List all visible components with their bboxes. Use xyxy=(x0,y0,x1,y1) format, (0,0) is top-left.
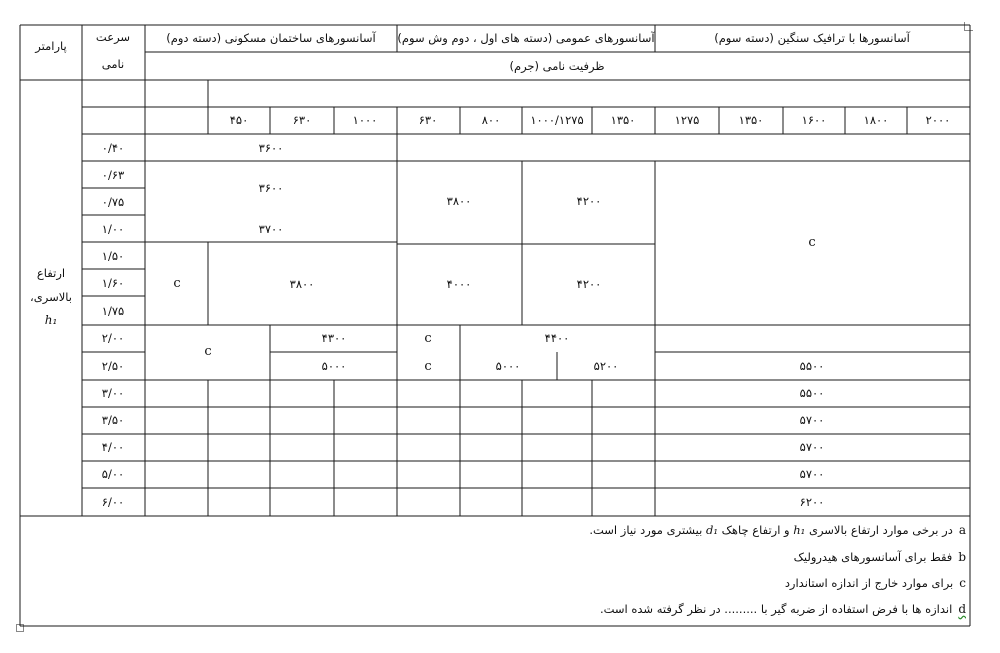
footnote-symbol: d₁ xyxy=(706,523,718,537)
table-cell: ۵۰۰۰ xyxy=(495,359,521,373)
table-cell: ۴۲۰۰ xyxy=(576,194,602,208)
footnote-b xyxy=(794,550,966,564)
table-cell: ۶۲۰۰ xyxy=(799,495,825,509)
header-group-residential: آسانسورهای ساختمان مسکونی (دسته دوم) xyxy=(166,31,376,45)
row-label-symbol: h₁ xyxy=(44,313,58,327)
table-cell: ۴۴۰۰ xyxy=(544,331,570,345)
table-cell: ۴۳۰۰ xyxy=(321,331,347,345)
row-label-line2: بالاسری، xyxy=(30,290,72,304)
header-group-heavy: آسانسورها با ترافیک سنگین (دسته سوم) xyxy=(714,31,910,45)
speed-cell: ۳/۰۰ xyxy=(101,386,125,400)
speed-cell: ۲/۰۰ xyxy=(101,331,125,345)
speed-cell: ۲/۵۰ xyxy=(101,359,125,373)
capacity-cell: ۱۳۵۰ xyxy=(610,113,636,127)
speed-cell: ۳/۵۰ xyxy=(101,413,125,427)
table-cell: ۵۰۰۰ xyxy=(321,359,347,373)
speed-cell: ۱/۵۰ xyxy=(101,249,125,263)
capacity-cell: ۶۳۰ xyxy=(292,113,312,127)
footnote-key: a xyxy=(958,523,966,537)
footnote-text: و ارتفاع چاهک xyxy=(721,523,794,537)
table-cell: ۵۷۰۰ xyxy=(799,467,825,481)
header-speed-line1: سرعت xyxy=(95,30,131,44)
table-cell: ۳۶۰۰ xyxy=(258,141,284,155)
speed-cell: ۰/۷۵ xyxy=(101,195,125,209)
speed-cell: ۴/۰۰ xyxy=(101,440,125,454)
capacity-cell: ۲۰۰۰ xyxy=(925,113,951,127)
capacity-cell: ۸۰۰ xyxy=(481,113,501,127)
capacity-cell: ۶۳۰ xyxy=(418,113,438,127)
row-label-line1: ارتفاع xyxy=(36,266,66,280)
table-cell: c xyxy=(173,276,181,291)
footnote-d xyxy=(600,602,966,616)
header-parameter: پارامتر xyxy=(35,39,67,53)
table-cell: ۳۶۰۰ xyxy=(258,181,284,195)
capacity-cell: ۱۰۰۰ xyxy=(352,113,378,127)
footnote-key: d xyxy=(958,602,966,616)
footnote-c xyxy=(785,576,966,590)
speed-cell: ۱/۰۰ xyxy=(101,222,125,236)
speed-cell: ۱/۷۵ xyxy=(101,304,125,318)
speed-cell: ۵/۰۰ xyxy=(101,467,125,481)
footnote-text: بیشتری مورد نیاز است. xyxy=(589,523,706,537)
speed-cell: ۶/۰۰ xyxy=(101,495,125,509)
footnote-text: فقط برای آسانسورهای هیدرولیک xyxy=(793,550,953,564)
table-cell: ۵۷۰۰ xyxy=(799,440,825,454)
footnote-text: برای موارد خارج از اندازه استاندارد xyxy=(784,576,954,590)
footnote-a xyxy=(589,523,966,537)
table-cell: ۴۰۰۰ xyxy=(446,277,472,291)
table-cell: ۵۵۰۰ xyxy=(799,359,825,373)
table-cell: ۵۲۰۰ xyxy=(593,359,619,373)
table-cell: c xyxy=(204,344,212,359)
footnote-text: اندازه ها با فرض استفاده از ضربه گیر با ......... در نظر گرفته شده است. xyxy=(599,602,953,616)
capacity-cell: ۱۳۵۰ xyxy=(738,113,764,127)
speed-cell: ۱/۶۰ xyxy=(101,276,125,290)
capacity-cell: ۱۸۰۰ xyxy=(863,113,889,127)
table-cell: ۳۷۰۰ xyxy=(258,222,284,236)
table-cell: ۵۵۰۰ xyxy=(799,386,825,400)
speed-cell: ۰/۴۰ xyxy=(101,141,125,155)
table-cell: ۳۸۰۰ xyxy=(289,277,315,291)
footnote-text: در برخی موارد ارتفاع بالاسری xyxy=(808,523,953,537)
footnote-key: c xyxy=(959,576,966,590)
table-cell: c xyxy=(424,331,432,346)
table-cell: c xyxy=(808,235,816,250)
footnote-key: b xyxy=(958,550,966,564)
table-cell: ۵۷۰۰ xyxy=(799,413,825,427)
capacity-cell: ۱۲۷۵ xyxy=(674,113,700,127)
header-group-public: آسانسورهای عمومی (دسته های اول ، دوم وش سوم) xyxy=(397,31,655,45)
table-cell: c xyxy=(424,359,432,374)
speed-cell: ۰/۶۳ xyxy=(101,168,125,182)
capacity-cell: ۱۶۰۰ xyxy=(801,113,827,127)
capacity-cell: ۱۰۰۰/۱۲۷۵ xyxy=(530,113,584,127)
footnote-symbol: h₁ xyxy=(793,523,806,537)
table-cell: ۴۲۰۰ xyxy=(576,277,602,291)
capacity-cell: ۴۵۰ xyxy=(229,113,249,127)
table-cell: ۳۸۰۰ xyxy=(446,194,472,208)
header-capacity: ظرفیت نامی (جرم) xyxy=(509,59,605,73)
header-speed-line2: نامی xyxy=(101,57,125,71)
